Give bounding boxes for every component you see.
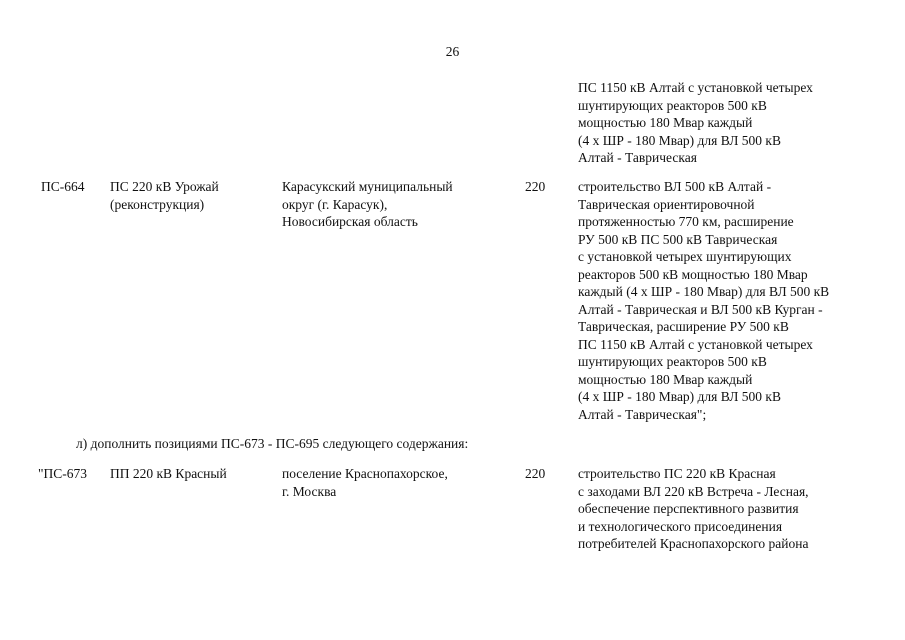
row-664-desc-line: каждый (4 х ШР - 180 Мвар) для ВЛ 500 кВ	[578, 284, 830, 299]
row-673-description	[578, 465, 809, 553]
row-664-location-line: округ (г. Карасук),	[282, 196, 388, 212]
continuation-line: (4 х ШР - 180 Мвар) для ВЛ 500 кВ	[578, 132, 781, 148]
row-664-desc-line: Таврическая, расширение РУ 500 кВ	[578, 319, 789, 334]
row-664-name-line: (реконструкция)	[110, 196, 205, 212]
row-673-voltage: 220	[525, 466, 546, 481]
row-664-desc-line: (4 х ШР - 180 Мвар) для ВЛ 500 кВ	[578, 389, 781, 404]
row-673-desc-line: обеспечение перспективного развития	[578, 501, 799, 516]
row-664-desc-line: ПС 1150 кВ Алтай с установкой четырех	[578, 336, 813, 352]
row-664-code: ПС-664	[41, 179, 85, 194]
row-673-location-line: поселение Краснопахорское,	[282, 466, 448, 481]
page-number: 26	[445, 44, 460, 59]
instruction-paragraph: л) дополнить позициями ПС-673 - ПС-695 следующего содержания:	[76, 436, 469, 451]
continuation-line: ПС 1150 кВ Алтай с установкой четырех	[578, 80, 813, 95]
row-673-desc-line: с заходами ВЛ 220 кВ Встреча - Лесная,	[578, 483, 809, 499]
row-673-name	[110, 465, 227, 483]
continuation-description	[578, 79, 813, 167]
row-664-desc-line: Алтай - Таврическая";	[578, 406, 707, 422]
row-664-location-line: Новосибирская область	[282, 214, 418, 229]
row-664-name-line: ПС 220 кВ Урожай	[110, 179, 219, 194]
continuation-line: Алтай - Таврическая	[578, 150, 697, 165]
row-673-desc-line: и технологического присоединения	[578, 518, 783, 534]
row-673-code: "ПС-673	[38, 466, 88, 481]
row-673-desc-line: строительство ПС 220 кВ Красная	[578, 466, 776, 481]
row-664-desc-line: Алтай - Таврическая и ВЛ 500 кВ Курган -	[578, 301, 823, 317]
row-664-description	[578, 178, 829, 423]
row-664-desc-line: Таврическая ориентировочной	[578, 196, 755, 212]
row-673-name-line: ПП 220 кВ Красный	[110, 466, 227, 481]
row-664-voltage: 220	[525, 179, 546, 194]
row-664-desc-line: шунтирующих реакторов 500 кВ	[578, 354, 767, 369]
row-664-desc-line: протяженностью 770 км, расширение	[578, 214, 794, 229]
row-673-desc-line: потребителей Краснопахорского района	[578, 536, 809, 551]
row-664-location-line: Карасукский муниципальный	[282, 179, 453, 194]
row-673-location-line: г. Москва	[282, 483, 337, 499]
continuation-line: шунтирующих реакторов 500 кВ	[578, 97, 767, 113]
row-664-desc-line: РУ 500 кВ ПС 500 кВ Таврическая	[578, 231, 778, 247]
row-664-desc-line: строительство ВЛ 500 кВ Алтай -	[578, 179, 772, 194]
row-664-desc-line: реакторов 500 кВ мощностью 180 Мвар	[578, 266, 808, 282]
row-664-desc-line: с установкой четырех шунтирующих	[578, 249, 792, 264]
continuation-line: мощностью 180 Мвар каждый	[578, 115, 753, 130]
row-664-location	[282, 178, 453, 231]
row-664-desc-line: мощностью 180 Мвар каждый	[578, 371, 753, 387]
row-664-name	[110, 178, 219, 213]
row-673-location	[282, 465, 448, 500]
